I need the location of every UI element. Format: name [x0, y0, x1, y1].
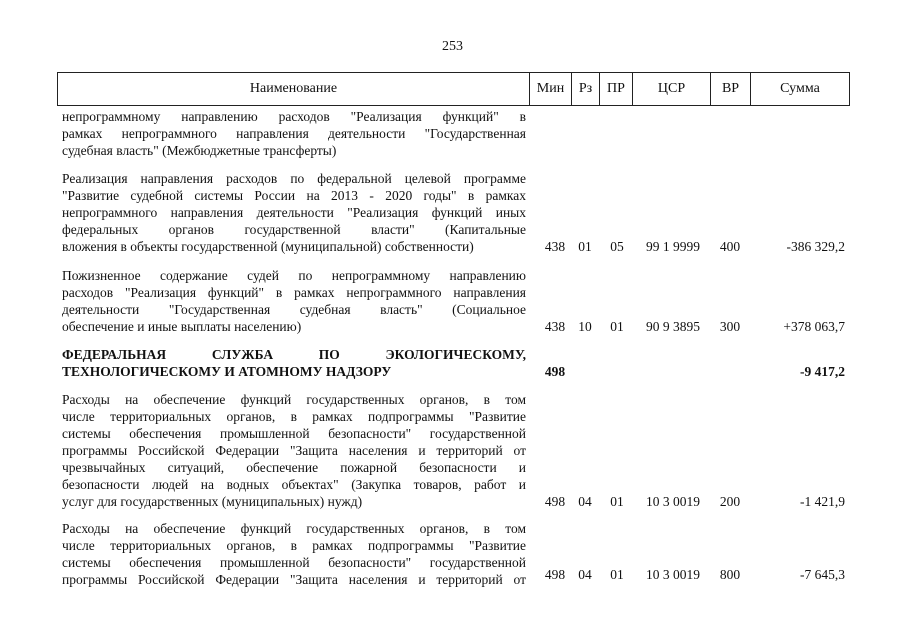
name-line: вложения в объекты государственной (муниципальной) собственности)	[62, 239, 474, 254]
header-rz: Рз	[572, 72, 600, 106]
cell-csr: 10 3 0019	[646, 494, 700, 509]
header-sum: Сумма	[751, 72, 850, 106]
name-line: безопасности людей на водных объектах" (Закупка товаров, работ и	[62, 477, 526, 492]
page-number: 253	[442, 39, 463, 54]
cell-csr: 10 3 0019	[646, 567, 700, 582]
name-line: системы обеспечения промышленной безопасности" государственной	[62, 555, 526, 570]
name-line: услуг для государственных (муниципальных) нужд)	[62, 494, 363, 509]
name-line: системы обеспечения промышленной безопасности" государственной	[62, 426, 526, 441]
cell-min: 438	[544, 319, 566, 334]
name-line: Реализация направления расходов по федеральной целевой программе	[62, 171, 526, 186]
cell-vr: 300	[719, 319, 741, 334]
row-name	[62, 267, 526, 335]
header-pr: ПР	[600, 72, 633, 106]
cell-vr: 200	[719, 494, 741, 509]
header-name: Наименование	[57, 72, 530, 106]
cell-rz: 04	[578, 567, 592, 582]
cell-min: 498	[544, 364, 566, 379]
row-name	[62, 170, 526, 255]
cell-sum: +378 063,7	[783, 319, 845, 334]
name-line: непрограммному направлению расходов "Реализация функций" в	[62, 109, 526, 124]
name-line: непрограммного направления деятельности "Реализация функций иных	[62, 205, 526, 220]
name-line: рамках непрограммного направления деятельности "Государственная	[62, 126, 526, 141]
cell-rz: 10	[578, 319, 592, 334]
cell-pr: 01	[610, 567, 624, 582]
name-line: программы Российской Федерации "Защита населения и территорий от	[62, 572, 526, 587]
cell-min: 438	[544, 239, 566, 254]
name-line: "Развитие судебной системы России на 2013 - 2020 годы" в рамках	[62, 188, 526, 203]
name-line: ФЕДЕРАЛЬНАЯ СЛУЖБА ПО ЭКОЛОГИЧЕСКОМУ,	[62, 347, 526, 362]
name-line: деятельности "Государственная судебная власть" (Социальное	[62, 302, 526, 317]
header-min: Мин	[530, 72, 572, 106]
cell-vr: 800	[719, 567, 741, 582]
cell-rz: 04	[578, 494, 592, 509]
cell-csr: 90 9 3895	[646, 319, 700, 334]
name-line: числе территориальных органов, в рамках подпрограммы "Развитие	[62, 538, 526, 553]
row-name	[62, 346, 526, 380]
cell-pr: 05	[610, 239, 624, 254]
name-line: Пожизненное содержание судей по непрограммному направлению	[62, 268, 526, 283]
name-line: расходов "Реализация функций" в рамках непрограммного направления	[62, 285, 526, 300]
cell-rz: 01	[578, 239, 592, 254]
header-vr: ВР	[711, 72, 751, 106]
name-line: программы Российской Федерации "Защита населения и территорий от	[62, 443, 526, 458]
header-csr: ЦСР	[633, 72, 711, 106]
name-line: ТЕХНОЛОГИЧЕСКОМУ И АТОМНОМУ НАДЗОРУ	[62, 364, 392, 379]
cell-vr: 400	[719, 239, 741, 254]
row-name	[62, 520, 526, 588]
cell-pr: 01	[610, 319, 624, 334]
name-line: Расходы на обеспечение функций государственных органов, в том	[62, 521, 526, 536]
name-line: числе территориальных органов, в рамках подпрограммы "Развитие	[62, 409, 526, 424]
cell-sum: -386 329,2	[786, 239, 845, 254]
cell-csr: 99 1 9999	[646, 239, 700, 254]
cell-min: 498	[544, 494, 566, 509]
row-name	[62, 391, 526, 510]
cell-min: 498	[544, 567, 566, 582]
name-line: обеспечение и иные выплаты населению)	[62, 319, 302, 334]
name-line: чрезвычайных ситуаций, обеспечение пожарной безопасности и	[62, 460, 526, 475]
name-line: федеральных органов государственной власти" (Капитальные	[62, 222, 526, 237]
cell-pr: 01	[610, 494, 624, 509]
cell-sum: -1 421,9	[800, 494, 845, 509]
row-name	[62, 108, 526, 159]
cell-sum: -7 645,3	[800, 567, 845, 582]
name-line: судебная власть" (Межбюджетные трансферты)	[62, 143, 337, 158]
name-line: Расходы на обеспечение функций государственных органов, в том	[62, 392, 526, 407]
cell-sum: -9 417,2	[800, 364, 845, 379]
